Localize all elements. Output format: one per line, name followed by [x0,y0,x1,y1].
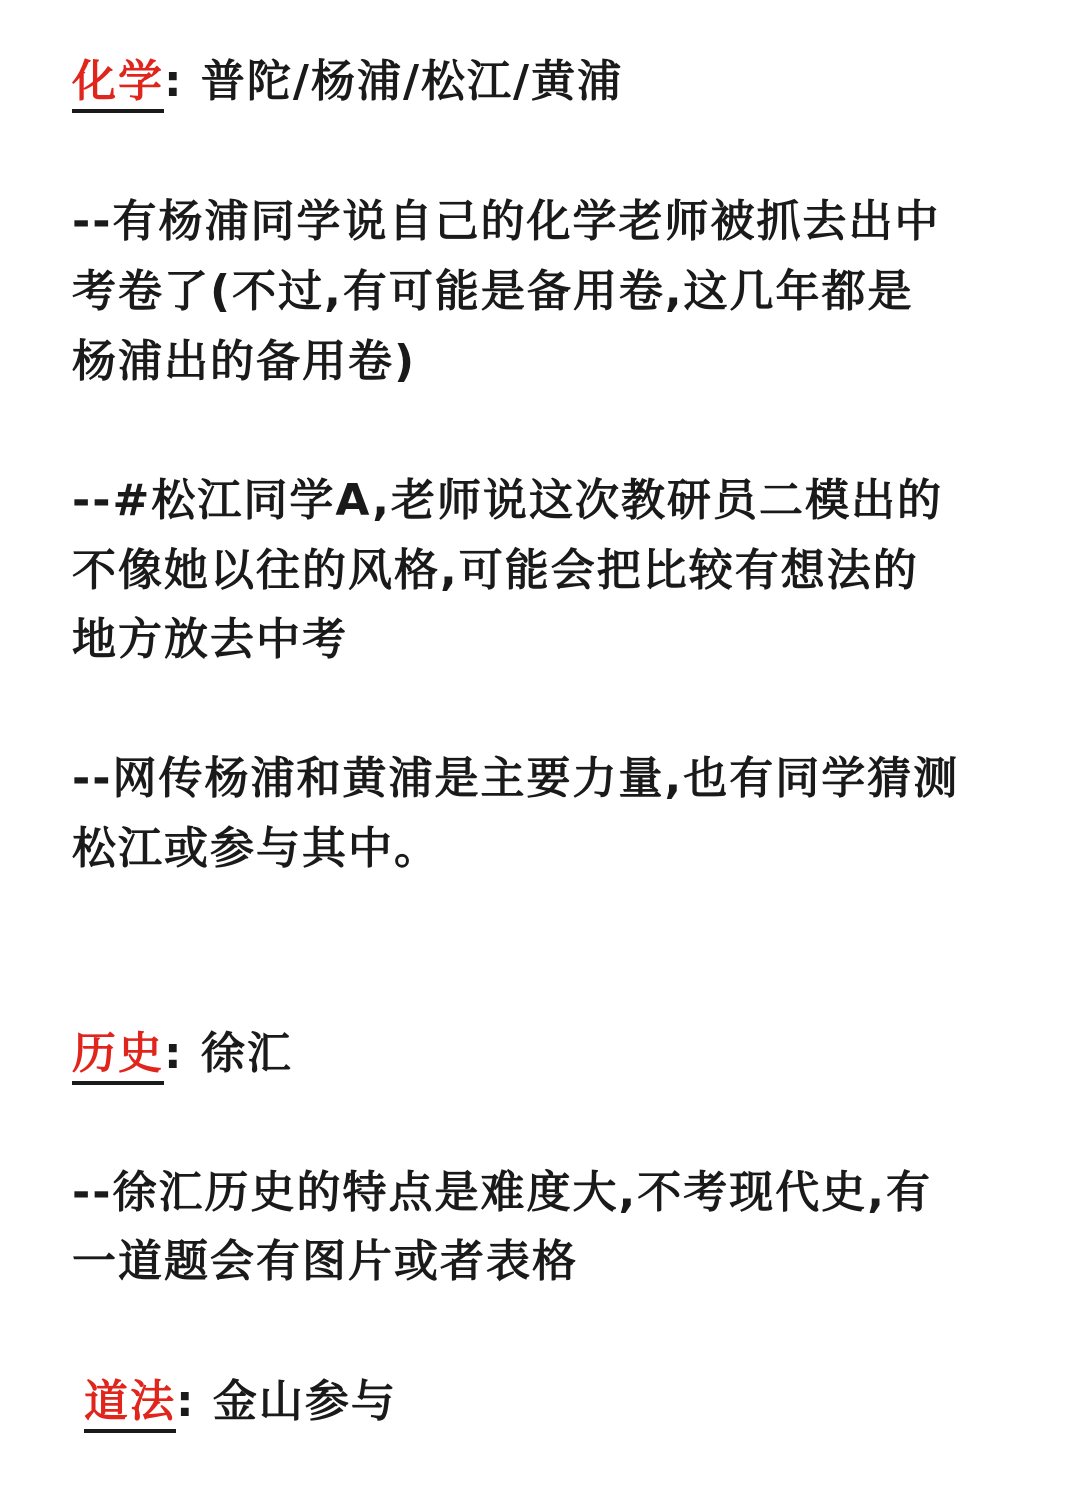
chemistry-note-2-line-2: 不像她以往的风格,可能会把比较有想法的 [72,545,919,596]
history-note-1-line-1: --徐汇历史的特点是难度大,不考现代史,有 [72,1167,932,1218]
chemistry-note-3-line-1: --网传杨浦和黄浦是主要力量,也有同学猜测 [72,753,960,804]
history-note-1-line-2: 一道题会有图片或者表格 [72,1236,578,1287]
history-heading [72,1026,293,1082]
chemistry-districts: : 普陀/杨浦/松江/黄浦 [164,56,624,107]
politics-heading [84,1374,397,1430]
chemistry-heading [72,54,623,110]
subject-label-chemistry: 化学 [72,56,164,113]
subject-label-politics: 道法 [84,1376,176,1433]
chemistry-note-1-line-3: 杨浦出的备用卷) [72,336,417,387]
chemistry-note-2-line-1: --#松江同学A,老师说这次教研员二模出的 [72,475,943,526]
chemistry-note-1-line-1: --有杨浦同学说自己的化学老师被抓去出中 [72,196,941,247]
subject-label-history: 历史 [72,1028,164,1085]
chemistry-note-2-line-3: 地方放去中考 [72,614,348,665]
history-districts: : 徐汇 [164,1028,293,1079]
chemistry-note-3-line-2: 松江或参与其中。 [72,823,440,874]
politics-districts: : 金山参与 [176,1376,397,1427]
chemistry-note-1-line-2: 考卷了(不过,有可能是备用卷,这几年都是 [72,266,914,317]
